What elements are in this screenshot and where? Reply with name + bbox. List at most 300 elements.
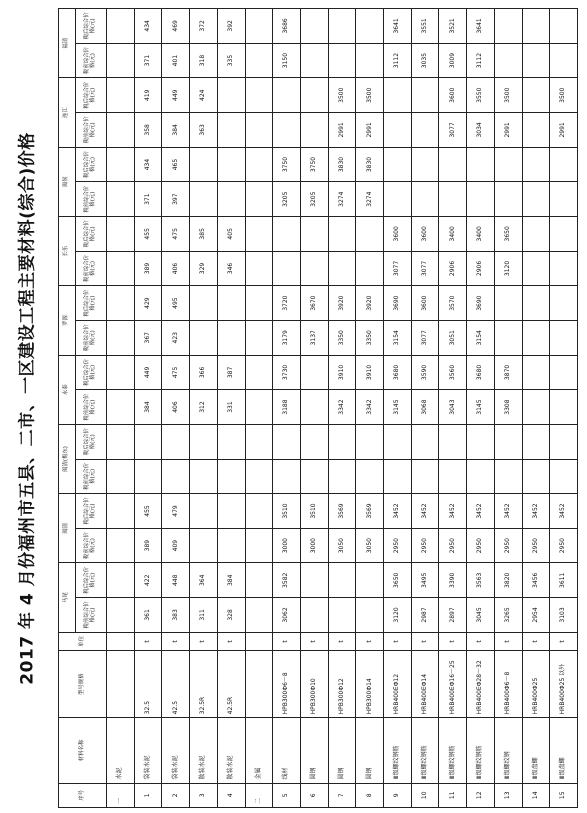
cell-spec — [107, 651, 135, 718]
header-pretax-price: 税前综合价格(元) — [76, 113, 107, 148]
cell-price — [356, 598, 384, 633]
cell-price: 2950 — [411, 528, 439, 563]
cell-price — [107, 390, 135, 425]
cell-price — [550, 182, 578, 217]
cell-price: 3500 — [550, 78, 578, 113]
cell-spec: HRB400EΦ16～25 — [439, 651, 467, 718]
table-row — [217, 9, 245, 808]
cell-price: 455 — [134, 494, 162, 529]
cell-price: 424 — [190, 78, 218, 113]
cell-price — [217, 528, 245, 563]
cell-price — [384, 113, 412, 148]
cell-spec: HPB300Φ6～8 — [273, 651, 301, 718]
cell-material-name: 袋装水泥 — [162, 718, 190, 783]
cell-price: 3103 — [550, 598, 578, 633]
cell-material-name: 金属 — [245, 718, 273, 783]
cell-price — [494, 43, 522, 78]
cell-price — [356, 563, 384, 598]
cell-price: 3600 — [439, 78, 467, 113]
cell-price: 3137 — [300, 320, 328, 355]
cell-price — [300, 424, 328, 459]
header-aftertax-price: 税后综合价格(元) — [76, 217, 107, 252]
cell-price: 328 — [217, 598, 245, 633]
cell-price: 3563 — [467, 563, 495, 598]
cell-price — [522, 459, 550, 494]
cell-price — [550, 43, 578, 78]
cell-price — [217, 286, 245, 321]
cell-price: 2991 — [550, 113, 578, 148]
header-aftertax-price: 税后综合价格(元) — [76, 78, 107, 113]
cell-price — [107, 494, 135, 529]
cell-price — [550, 147, 578, 182]
header-county: 闽清 — [59, 494, 76, 563]
cell-price: 389 — [134, 251, 162, 286]
cell-price — [300, 459, 328, 494]
cell-price — [190, 528, 218, 563]
cell-price: 3390 — [439, 563, 467, 598]
cell-price — [328, 9, 356, 44]
cell-price: 434 — [134, 147, 162, 182]
table-row — [494, 9, 522, 808]
cell-spec: HRB400EΦ28～32 — [467, 651, 495, 718]
cell-price — [245, 78, 273, 113]
cell-price — [467, 182, 495, 217]
cell-price — [411, 113, 439, 148]
cell-price — [550, 355, 578, 390]
cell-price — [550, 251, 578, 286]
cell-price — [328, 251, 356, 286]
cell-price: 3400 — [439, 217, 467, 252]
header-county: 连江 — [59, 78, 76, 147]
cell-price: 371 — [134, 182, 162, 217]
cell-price — [245, 459, 273, 494]
cell-price — [273, 217, 301, 252]
cell-price: 449 — [162, 78, 190, 113]
page-title: 2017 年 4 月份福州市五县、二市、一区建设工程主要材料(综合)价格 — [17, 131, 38, 685]
cell-price: 406 — [162, 251, 190, 286]
cell-price — [411, 78, 439, 113]
cell-price: 3569 — [356, 494, 384, 529]
header-aftertax-price: 税后综合价格(元) — [76, 147, 107, 182]
cell-price — [550, 9, 578, 44]
cell-price: 3120 — [384, 598, 412, 633]
cell-seq: 15 — [550, 783, 578, 807]
table-row — [300, 9, 328, 808]
cell-price — [217, 78, 245, 113]
cell-price: 2991 — [328, 113, 356, 148]
table-row — [550, 9, 578, 808]
cell-price — [494, 9, 522, 44]
cell-price — [107, 286, 135, 321]
cell-price: 3077 — [411, 251, 439, 286]
cell-price — [245, 182, 273, 217]
cell-price — [411, 424, 439, 459]
cell-price: 3920 — [356, 286, 384, 321]
cell-price: 335 — [217, 43, 245, 78]
cell-price — [245, 494, 273, 529]
cell-price: 363 — [190, 113, 218, 148]
cell-price — [550, 217, 578, 252]
cell-price: 479 — [162, 494, 190, 529]
cell-price: 3452 — [494, 494, 522, 529]
cell-price — [107, 355, 135, 390]
cell-price: 3500 — [494, 78, 522, 113]
cell-price: 469 — [162, 9, 190, 44]
cell-price — [273, 251, 301, 286]
cell-price: 3112 — [384, 43, 412, 78]
cell-price — [522, 78, 550, 113]
cell-price — [245, 9, 273, 44]
cell-price — [107, 9, 135, 44]
cell-price — [384, 424, 412, 459]
cell-price: 2906 — [467, 251, 495, 286]
cell-unit: t — [384, 632, 412, 650]
cell-spec: 32.5R — [190, 651, 218, 718]
cell-material-name: 散装水泥 — [190, 718, 218, 783]
cell-price: 384 — [162, 113, 190, 148]
table-row — [134, 9, 162, 808]
cell-price: 329 — [190, 251, 218, 286]
cell-price: 366 — [190, 355, 218, 390]
header-county: 马尾 — [59, 563, 76, 632]
cell-price: 384 — [217, 563, 245, 598]
cell-unit: t — [134, 632, 162, 650]
cell-price — [550, 424, 578, 459]
cell-price: 3870 — [494, 355, 522, 390]
cell-price — [328, 217, 356, 252]
cell-unit: t — [494, 632, 522, 650]
header-aftertax-price: 税后综合价格(元) — [76, 494, 107, 529]
cell-price — [384, 459, 412, 494]
cell-material-name: Ⅲ级螺纹钢筋 — [384, 718, 412, 783]
table-body — [107, 9, 578, 808]
table-row — [328, 9, 356, 808]
cell-price — [245, 43, 273, 78]
cell-price — [190, 459, 218, 494]
cell-price — [356, 9, 384, 44]
cell-price — [217, 182, 245, 217]
cell-price — [328, 424, 356, 459]
cell-price: 331 — [217, 390, 245, 425]
header-pretax-price: 税前综合价格(元) — [76, 459, 107, 494]
cell-price: 3062 — [273, 598, 301, 633]
table-group-row — [107, 9, 135, 808]
cell-price: 2954 — [522, 598, 550, 633]
cell-price: 3154 — [467, 320, 495, 355]
cell-price: 3650 — [384, 563, 412, 598]
cell-price: 3920 — [328, 286, 356, 321]
table-row — [273, 9, 301, 808]
cell-price: 3179 — [273, 320, 301, 355]
cell-unit: t — [439, 632, 467, 650]
cell-price — [217, 424, 245, 459]
cell-price: 312 — [190, 390, 218, 425]
cell-price: 3680 — [467, 355, 495, 390]
cell-price — [522, 424, 550, 459]
table-row — [522, 9, 550, 808]
cell-spec: HRB400EΦ12 — [384, 651, 412, 718]
table-group-row — [245, 9, 273, 808]
cell-price — [356, 251, 384, 286]
cell-price — [107, 251, 135, 286]
cell-unit: t — [217, 632, 245, 650]
cell-price: 387 — [217, 355, 245, 390]
cell-price: 3551 — [411, 9, 439, 44]
cell-price: 3000 — [300, 528, 328, 563]
cell-price: 465 — [162, 147, 190, 182]
cell-price — [300, 9, 328, 44]
cell-seq: 1 — [134, 783, 162, 807]
cell-price — [300, 563, 328, 598]
cell-price: 3686 — [273, 9, 301, 44]
cell-price — [190, 147, 218, 182]
cell-price: 371 — [134, 43, 162, 78]
cell-price: 3154 — [384, 320, 412, 355]
cell-price: 3690 — [467, 286, 495, 321]
cell-price — [550, 320, 578, 355]
table-row — [190, 9, 218, 808]
table-row — [439, 9, 467, 808]
cell-price — [162, 424, 190, 459]
cell-price — [190, 182, 218, 217]
cell-price: 3680 — [384, 355, 412, 390]
cell-price: 3590 — [411, 355, 439, 390]
cell-price: 3077 — [384, 251, 412, 286]
cell-price: 3274 — [356, 182, 384, 217]
cell-price: 3560 — [439, 355, 467, 390]
cell-price: 364 — [190, 563, 218, 598]
cell-unit: t — [162, 632, 190, 650]
cell-price: 3350 — [328, 320, 356, 355]
cell-price — [494, 286, 522, 321]
cell-price: 2991 — [356, 113, 384, 148]
cell-price: 2950 — [550, 528, 578, 563]
cell-price: 434 — [134, 9, 162, 44]
cell-material-name: Ⅲ级螺纹钢筋 — [411, 718, 439, 783]
cell-unit: t — [550, 632, 578, 650]
cell-price: 3452 — [550, 494, 578, 529]
cell-price — [522, 182, 550, 217]
cell-unit: t — [273, 632, 301, 650]
cell-price — [107, 147, 135, 182]
cell-price: 455 — [134, 217, 162, 252]
cell-price — [384, 182, 412, 217]
cell-price — [245, 598, 273, 633]
header-county: 永泰 — [59, 355, 76, 424]
cell-price: 3112 — [467, 43, 495, 78]
cell-price: 3342 — [328, 390, 356, 425]
cell-spec: 42.5R — [217, 651, 245, 718]
header-aftertax-price: 税后综合价格(元) — [76, 563, 107, 598]
cell-price — [411, 182, 439, 217]
cell-price: 3750 — [300, 147, 328, 182]
cell-price: 3034 — [467, 113, 495, 148]
cell-price — [273, 459, 301, 494]
cell-price: 397 — [162, 182, 190, 217]
cell-price — [439, 182, 467, 217]
cell-material-name: Ⅲ级螺纹钢 — [494, 718, 522, 783]
cell-spec — [245, 651, 273, 718]
cell-price: 385 — [190, 217, 218, 252]
table-row — [162, 9, 190, 808]
cell-unit — [245, 632, 273, 650]
cell-price — [550, 390, 578, 425]
cell-material-name: 线材 — [273, 718, 301, 783]
cell-price — [494, 147, 522, 182]
cell-price: 3670 — [300, 286, 328, 321]
cell-price: 3145 — [467, 390, 495, 425]
cell-price — [245, 147, 273, 182]
cell-price: 3035 — [411, 43, 439, 78]
cell-seq: 11 — [439, 783, 467, 807]
cell-price: 3495 — [411, 563, 439, 598]
cell-price: 3350 — [356, 320, 384, 355]
cell-price: 311 — [190, 598, 218, 633]
cell-price — [245, 424, 273, 459]
header-pretax-price: 税前综合价格(元) — [76, 43, 107, 78]
cell-price: 372 — [190, 9, 218, 44]
cell-price — [190, 320, 218, 355]
cell-spec: HRB400Φ25 — [522, 651, 550, 718]
cell-price: 3120 — [494, 251, 522, 286]
cell-price: 2897 — [439, 598, 467, 633]
cell-price — [467, 459, 495, 494]
cell-price — [245, 563, 273, 598]
cell-price: 3910 — [328, 355, 356, 390]
header-pretax-price: 税前综合价格(元) — [76, 598, 107, 633]
cell-seq: 6 — [300, 783, 328, 807]
cell-price — [245, 355, 273, 390]
header-county: 闽清(梅东) — [59, 424, 76, 493]
cell-price: 3641 — [384, 9, 412, 44]
cell-price: 358 — [134, 113, 162, 148]
cell-price: 3510 — [300, 494, 328, 529]
cell-unit: t — [467, 632, 495, 650]
table-row — [467, 9, 495, 808]
cell-spec: 42.5 — [162, 651, 190, 718]
cell-seq: 8 — [356, 783, 384, 807]
cell-price — [356, 424, 384, 459]
cell-price — [411, 459, 439, 494]
header-pretax-price: 税前综合价格(元) — [76, 182, 107, 217]
cell-price: 3452 — [467, 494, 495, 529]
cell-price — [356, 43, 384, 78]
cell-price: 419 — [134, 78, 162, 113]
cell-price — [439, 424, 467, 459]
table-row — [356, 9, 384, 808]
cell-seq: 7 — [328, 783, 356, 807]
cell-price: 448 — [162, 563, 190, 598]
price-table — [58, 8, 578, 808]
cell-price — [328, 43, 356, 78]
cell-price — [107, 320, 135, 355]
cell-price: 475 — [162, 217, 190, 252]
cell-price — [300, 78, 328, 113]
cell-price: 3600 — [411, 217, 439, 252]
cell-price: 392 — [217, 9, 245, 44]
cell-price: 318 — [190, 43, 218, 78]
header-spec: 型号规格 — [59, 651, 107, 718]
cell-price — [107, 563, 135, 598]
cell-price: 3611 — [550, 563, 578, 598]
cell-price: 346 — [217, 251, 245, 286]
cell-price — [245, 113, 273, 148]
cell-price: 3521 — [439, 9, 467, 44]
cell-price: 3145 — [384, 390, 412, 425]
cell-seq: 9 — [384, 783, 412, 807]
header-county: 福清 — [59, 9, 76, 78]
cell-price: 384 — [134, 390, 162, 425]
cell-material-name: Ⅲ级螺纹钢筋 — [439, 718, 467, 783]
cell-seq: 10 — [411, 783, 439, 807]
cell-price: 3400 — [467, 217, 495, 252]
cell-price — [494, 182, 522, 217]
cell-price: 2991 — [494, 113, 522, 148]
cell-price — [494, 459, 522, 494]
cell-price: 2950 — [439, 528, 467, 563]
cell-price — [384, 147, 412, 182]
cell-seq: 14 — [522, 783, 550, 807]
cell-price: 3050 — [328, 528, 356, 563]
cell-price — [190, 494, 218, 529]
cell-price — [217, 113, 245, 148]
cell-price: 3045 — [467, 598, 495, 633]
cell-price: 3830 — [328, 147, 356, 182]
cell-price: 3342 — [356, 390, 384, 425]
cell-price — [217, 320, 245, 355]
cell-price: 475 — [162, 355, 190, 390]
cell-price — [107, 43, 135, 78]
cell-material-name: 圆钢 — [300, 718, 328, 783]
cell-price: 3205 — [300, 182, 328, 217]
cell-price — [300, 598, 328, 633]
header-aftertax-price: 税后综合价格(元) — [76, 355, 107, 390]
header-seq: 序号 — [59, 783, 107, 807]
cell-price: 3274 — [328, 182, 356, 217]
cell-price: 495 — [162, 286, 190, 321]
header-county: 长乐 — [59, 217, 76, 286]
header-pretax-price: 税前综合价格(元) — [76, 528, 107, 563]
cell-price — [245, 217, 273, 252]
cell-price: 2950 — [494, 528, 522, 563]
cell-price — [300, 390, 328, 425]
header-pretax-price: 税前综合价格(元) — [76, 251, 107, 286]
cell-price — [190, 286, 218, 321]
cell-price: 3077 — [439, 113, 467, 148]
header-aftertax-price: 税后综合价格(元) — [76, 286, 107, 321]
cell-price: 401 — [162, 43, 190, 78]
cell-seq: 二 — [245, 783, 273, 807]
cell-price: 3650 — [494, 217, 522, 252]
cell-price — [245, 251, 273, 286]
price-table-container — [58, 8, 578, 808]
cell-price: 3456 — [522, 563, 550, 598]
header-aftertax-price: 税后综合价格(元) — [76, 424, 107, 459]
cell-price — [107, 528, 135, 563]
cell-material-name: 散装水泥 — [217, 718, 245, 783]
cell-price — [439, 147, 467, 182]
cell-price: 3500 — [356, 78, 384, 113]
cell-price — [356, 459, 384, 494]
cell-price: 383 — [162, 598, 190, 633]
cell-price: 3188 — [273, 390, 301, 425]
header-aftertax-price: 税后综合价格(元) — [76, 9, 107, 44]
cell-price: 3068 — [411, 390, 439, 425]
cell-price — [522, 9, 550, 44]
cell-price: 3500 — [328, 78, 356, 113]
table-row — [411, 9, 439, 808]
cell-material-name: 水泥 — [107, 718, 135, 783]
